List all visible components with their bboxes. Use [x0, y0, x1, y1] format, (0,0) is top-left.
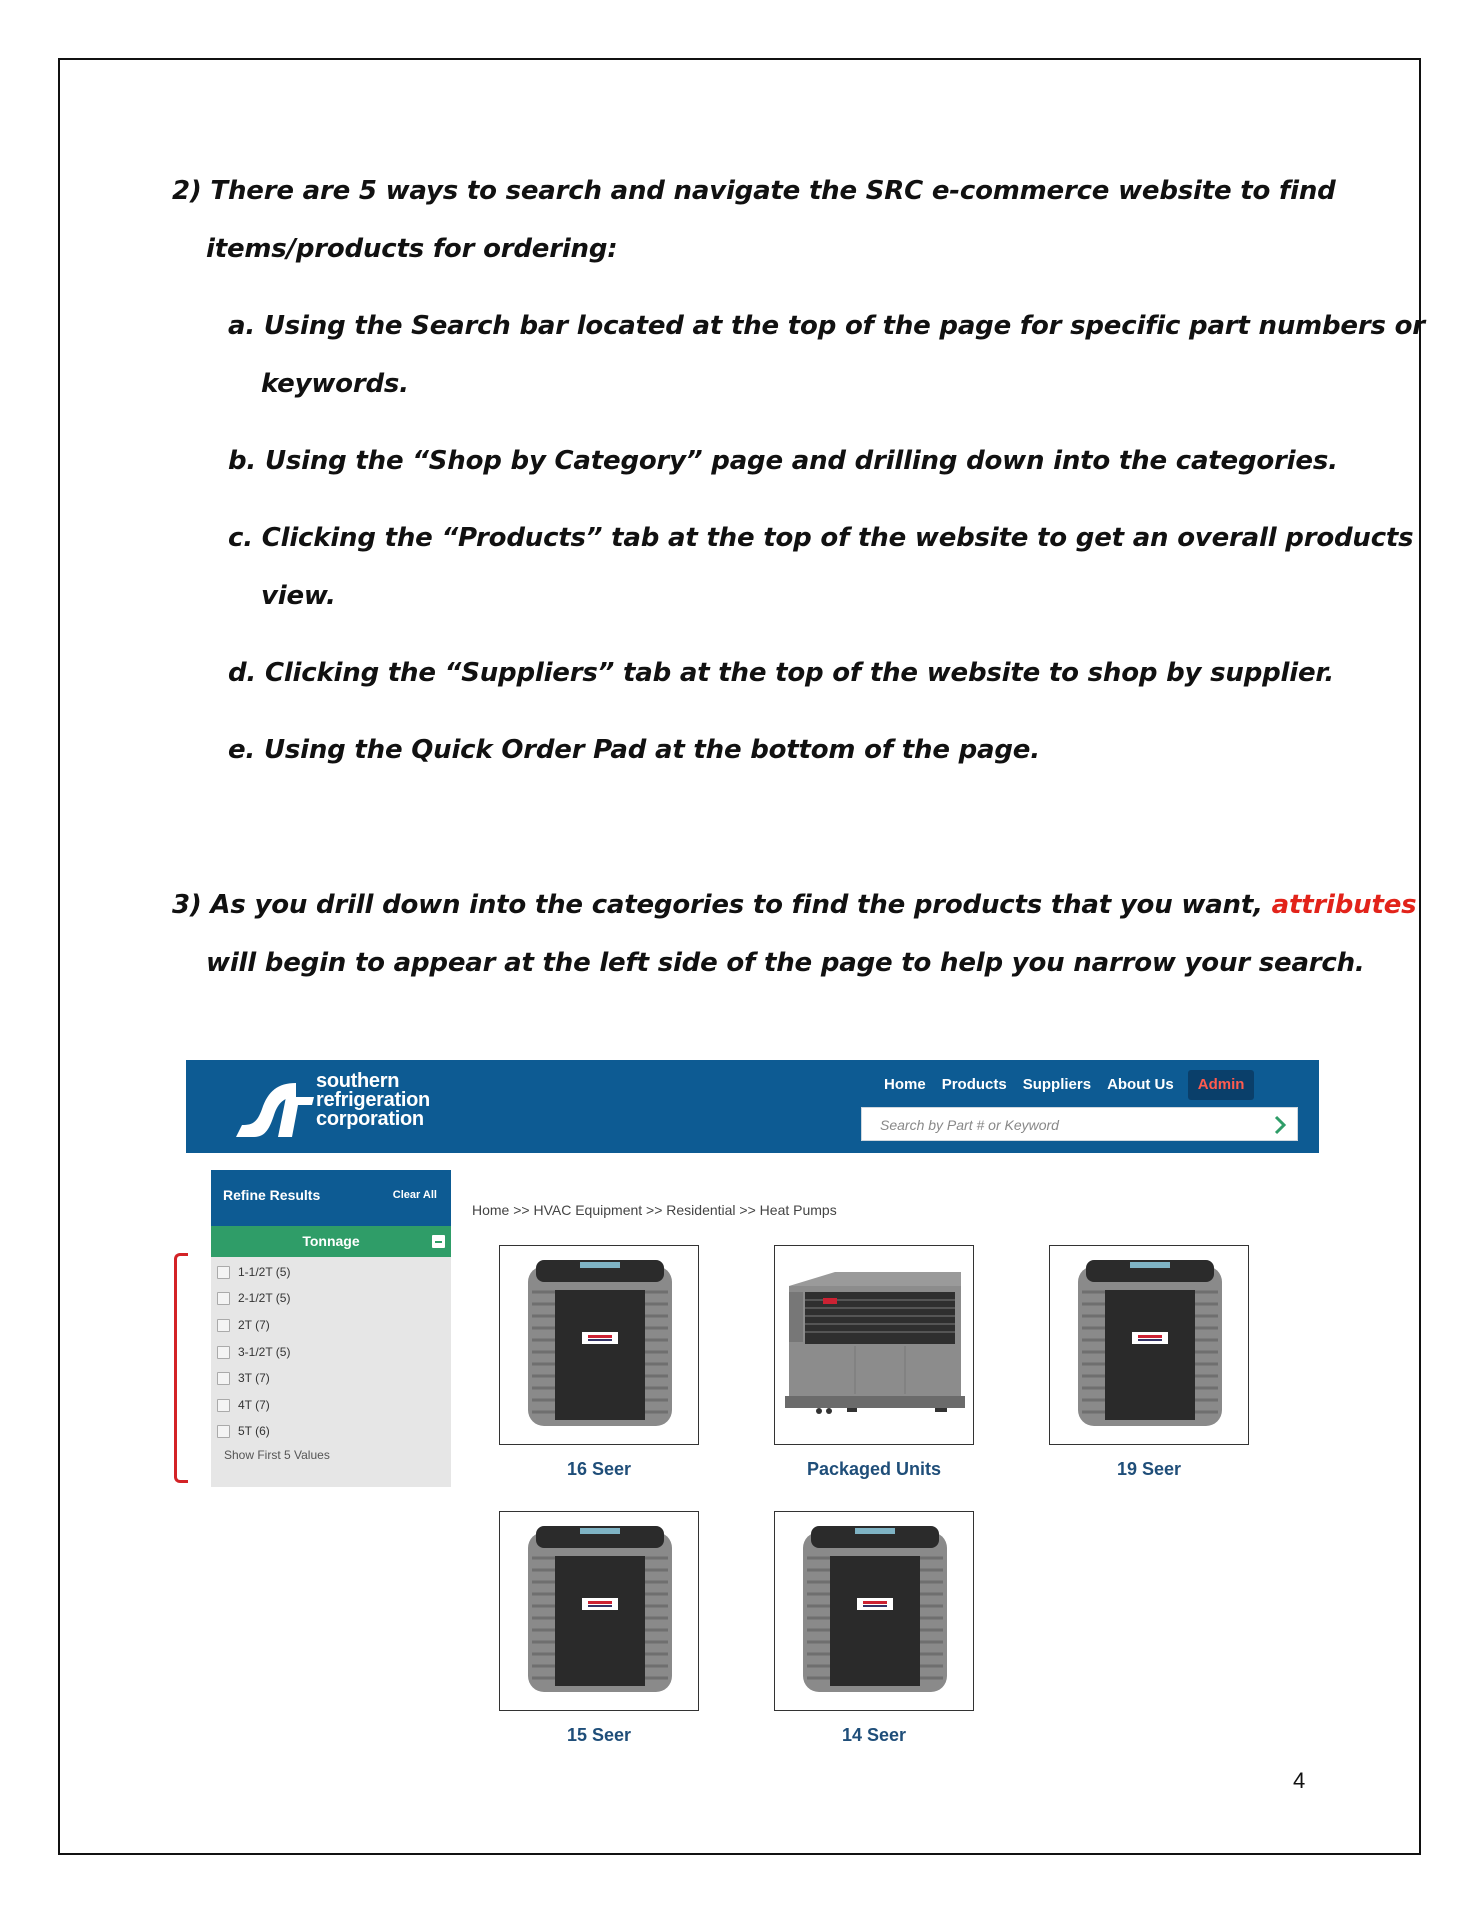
website-screenshot [186, 1060, 1319, 1760]
facet-option[interactable] [217, 1317, 270, 1333]
attributes-highlight: attributes [1271, 890, 1417, 920]
facet-option[interactable] [217, 1423, 270, 1439]
checkbox-icon[interactable] [217, 1346, 230, 1359]
paragraph-2-line-2: items/products for ordering: [206, 234, 618, 264]
product-tile-15-seer[interactable] [499, 1511, 699, 1711]
search-input[interactable] [878, 1108, 1272, 1142]
tonnage-title: Tonnage [302, 1233, 360, 1249]
facet-option[interactable] [217, 1397, 270, 1413]
product-label-16-seer[interactable]: 16 Seer [566, 1459, 632, 1479]
product-label-15-seer[interactable]: 15 Seer [566, 1725, 632, 1745]
refine-results-header [211, 1170, 451, 1226]
item-b: b. Using the “Shop by Category” page and drilling down into the categories. [228, 446, 1338, 476]
site-header [186, 1060, 1319, 1153]
nav-about-us[interactable]: About Us [1107, 1076, 1174, 1093]
facet-option[interactable] [217, 1370, 270, 1386]
item-c-line-1: c. Clicking the “Products” tab at the top of the website to get an overall products [228, 523, 1414, 553]
chevron-right-icon[interactable] [1269, 1114, 1291, 1136]
logo-line-3: corporation [316, 1108, 424, 1130]
product-tile-14-seer[interactable] [774, 1511, 974, 1711]
product-label-14-seer[interactable]: 14 Seer [841, 1725, 907, 1745]
facet-label: 5T (6) [238, 1424, 270, 1438]
paragraph-3-line-2: will begin to appear at the left side of the page to help you narrow your search. [206, 948, 1365, 978]
checkbox-icon[interactable] [217, 1399, 230, 1412]
nav-suppliers[interactable]: Suppliers [1022, 1076, 1092, 1093]
breadcrumb: Home >> HVAC Equipment >> Residential >> Heat Pumps [472, 1202, 837, 1218]
nav-products[interactable]: Products [941, 1076, 1007, 1093]
facet-label: 2T (7) [238, 1318, 270, 1332]
condenser-unit-icon [500, 1246, 700, 1446]
condenser-unit-icon [775, 1512, 975, 1712]
product-tile-packaged-units[interactable] [774, 1245, 974, 1445]
facet-option[interactable] [217, 1344, 290, 1360]
paragraph-3-line-1 [172, 890, 1416, 920]
logo-line-1: southern [316, 1070, 400, 1092]
item-a-line-2: keywords. [261, 369, 409, 399]
clear-all-link[interactable]: Clear All [392, 1189, 437, 1201]
facet-label: 2-1/2T (5) [238, 1291, 291, 1305]
checkbox-icon[interactable] [217, 1292, 230, 1305]
item-d: d. Clicking the “Suppliers” tab at the top of the website to shop by supplier. [228, 658, 1334, 688]
checkbox-icon[interactable] [217, 1266, 230, 1279]
product-tile-16-seer[interactable] [499, 1245, 699, 1445]
product-tile-19-seer[interactable] [1049, 1245, 1249, 1445]
paragraph-3-text: 3) As you drill down into the categories to find the products that you want, [172, 890, 1263, 920]
logo-line-2: refrigeration [316, 1089, 430, 1111]
facet-label: 4T (7) [238, 1398, 270, 1412]
nav-admin[interactable]: Admin [1188, 1070, 1255, 1100]
annotation-bracket [174, 1253, 188, 1483]
product-label-packaged-units[interactable]: Packaged Units [806, 1459, 942, 1479]
facet-option[interactable] [217, 1290, 290, 1306]
tonnage-facet-list [211, 1257, 451, 1487]
facet-label: 3-1/2T (5) [238, 1345, 291, 1359]
condenser-unit-icon [1050, 1246, 1250, 1446]
tonnage-facet-header[interactable] [211, 1226, 451, 1257]
search-bar [861, 1107, 1298, 1141]
product-label-19-seer[interactable]: 19 Seer [1116, 1459, 1182, 1479]
checkbox-icon[interactable] [217, 1425, 230, 1438]
facet-label: 1-1/2T (5) [238, 1265, 291, 1279]
nav-home[interactable]: Home [884, 1076, 926, 1093]
facet-option[interactable] [217, 1264, 290, 1280]
facet-label: 3T (7) [238, 1371, 270, 1385]
packaged-unit-icon [775, 1246, 975, 1446]
item-e: e. Using the Quick Order Pad at the bottom of the page. [228, 735, 1040, 765]
page-number: 4 [1293, 1768, 1306, 1793]
checkbox-icon[interactable] [217, 1319, 230, 1332]
item-a-line-1: a. Using the Search bar located at the top of the page for specific part numbers or [228, 311, 1425, 341]
show-first-values-link[interactable]: Show First 5 Values [224, 1448, 330, 1462]
top-nav [876, 1070, 1254, 1100]
checkbox-icon[interactable] [217, 1372, 230, 1385]
condenser-unit-icon [500, 1512, 700, 1712]
collapse-icon[interactable] [432, 1235, 445, 1248]
paragraph-2-line-1: 2) There are 5 ways to search and navigate the SRC e-commerce website to find [172, 176, 1336, 206]
item-c-line-2: view. [261, 581, 336, 611]
logo-text [316, 1072, 430, 1129]
refine-results-title: Refine Results [223, 1187, 321, 1203]
